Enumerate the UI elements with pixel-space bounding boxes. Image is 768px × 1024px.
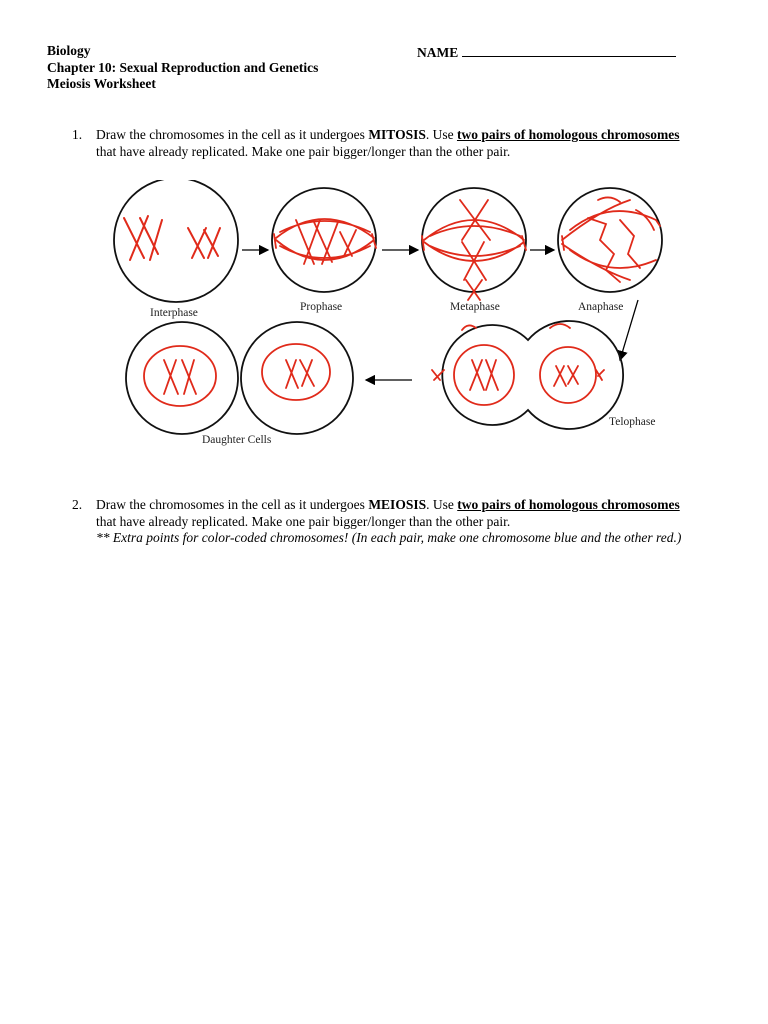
- question-2-text-a: Draw the chromosomes in the cell as it undergoes: [96, 497, 369, 512]
- prophase-cell: [272, 188, 376, 292]
- name-label: NAME: [417, 45, 459, 60]
- worksheet-header: [47, 43, 318, 93]
- metaphase-cell: [422, 188, 526, 300]
- name-blank-line[interactable]: [462, 43, 676, 57]
- question-2-number: 2.: [72, 497, 83, 512]
- label-prophase: Prophase: [300, 301, 343, 313]
- label-anaphase: Anaphase: [578, 301, 624, 313]
- anaphase-cell: [558, 188, 662, 292]
- chapter-title: Chapter 10: Sexual Reproduction and Genetics: [47, 59, 319, 75]
- label-metaphase: Metaphase: [450, 301, 500, 313]
- daughter-cell-1: [126, 322, 238, 434]
- question-2-extra-credit: ** Extra points for color-coded chromosomes! (In each pair, make one chromosome blue and the other red.): [96, 530, 682, 545]
- question-1-number: 1.: [72, 127, 83, 142]
- question-1-emphasis: two pairs of homologous chromosomes: [456, 127, 680, 142]
- telophase-chromosomes: [432, 324, 604, 405]
- metaphase-chromosomes: [422, 200, 526, 300]
- interphase-chromosomes: [124, 216, 220, 260]
- question-2-line-2: that have already replicated. Make one pair bigger/longer than the other pair.: [96, 513, 511, 529]
- question-2-keyword: MEIOSIS: [368, 497, 427, 512]
- anaphase-chromosomes: [562, 197, 660, 282]
- daughter-cell-2: [241, 322, 353, 434]
- prophase-chromosomes: [274, 219, 376, 264]
- name-field: [417, 43, 676, 62]
- question-2-emphasis: two pairs of homologous chromosomes: [457, 497, 680, 512]
- question-1-text-b: . Use: [425, 127, 457, 142]
- question-1-text-a: Draw the chromosomes in the cell as it undergoes: [96, 127, 369, 142]
- question-2-text-b: . Use: [426, 497, 458, 512]
- question-1-line-2: that have already replicated. Make one pair bigger/longer than the other pair.: [96, 143, 511, 159]
- mitosis-diagram: [100, 180, 700, 455]
- label-daughter-cells: Daughter Cells: [202, 434, 272, 446]
- course-title: Biology: [47, 43, 91, 58]
- label-telophase: Telophase: [609, 416, 656, 428]
- worksheet-title: Meiosis Worksheet: [47, 76, 156, 91]
- label-interphase: Interphase: [150, 307, 198, 319]
- question-1-keyword: MITOSIS: [368, 127, 426, 142]
- interphase-cell: [114, 180, 238, 302]
- telophase-cell: [432, 321, 623, 429]
